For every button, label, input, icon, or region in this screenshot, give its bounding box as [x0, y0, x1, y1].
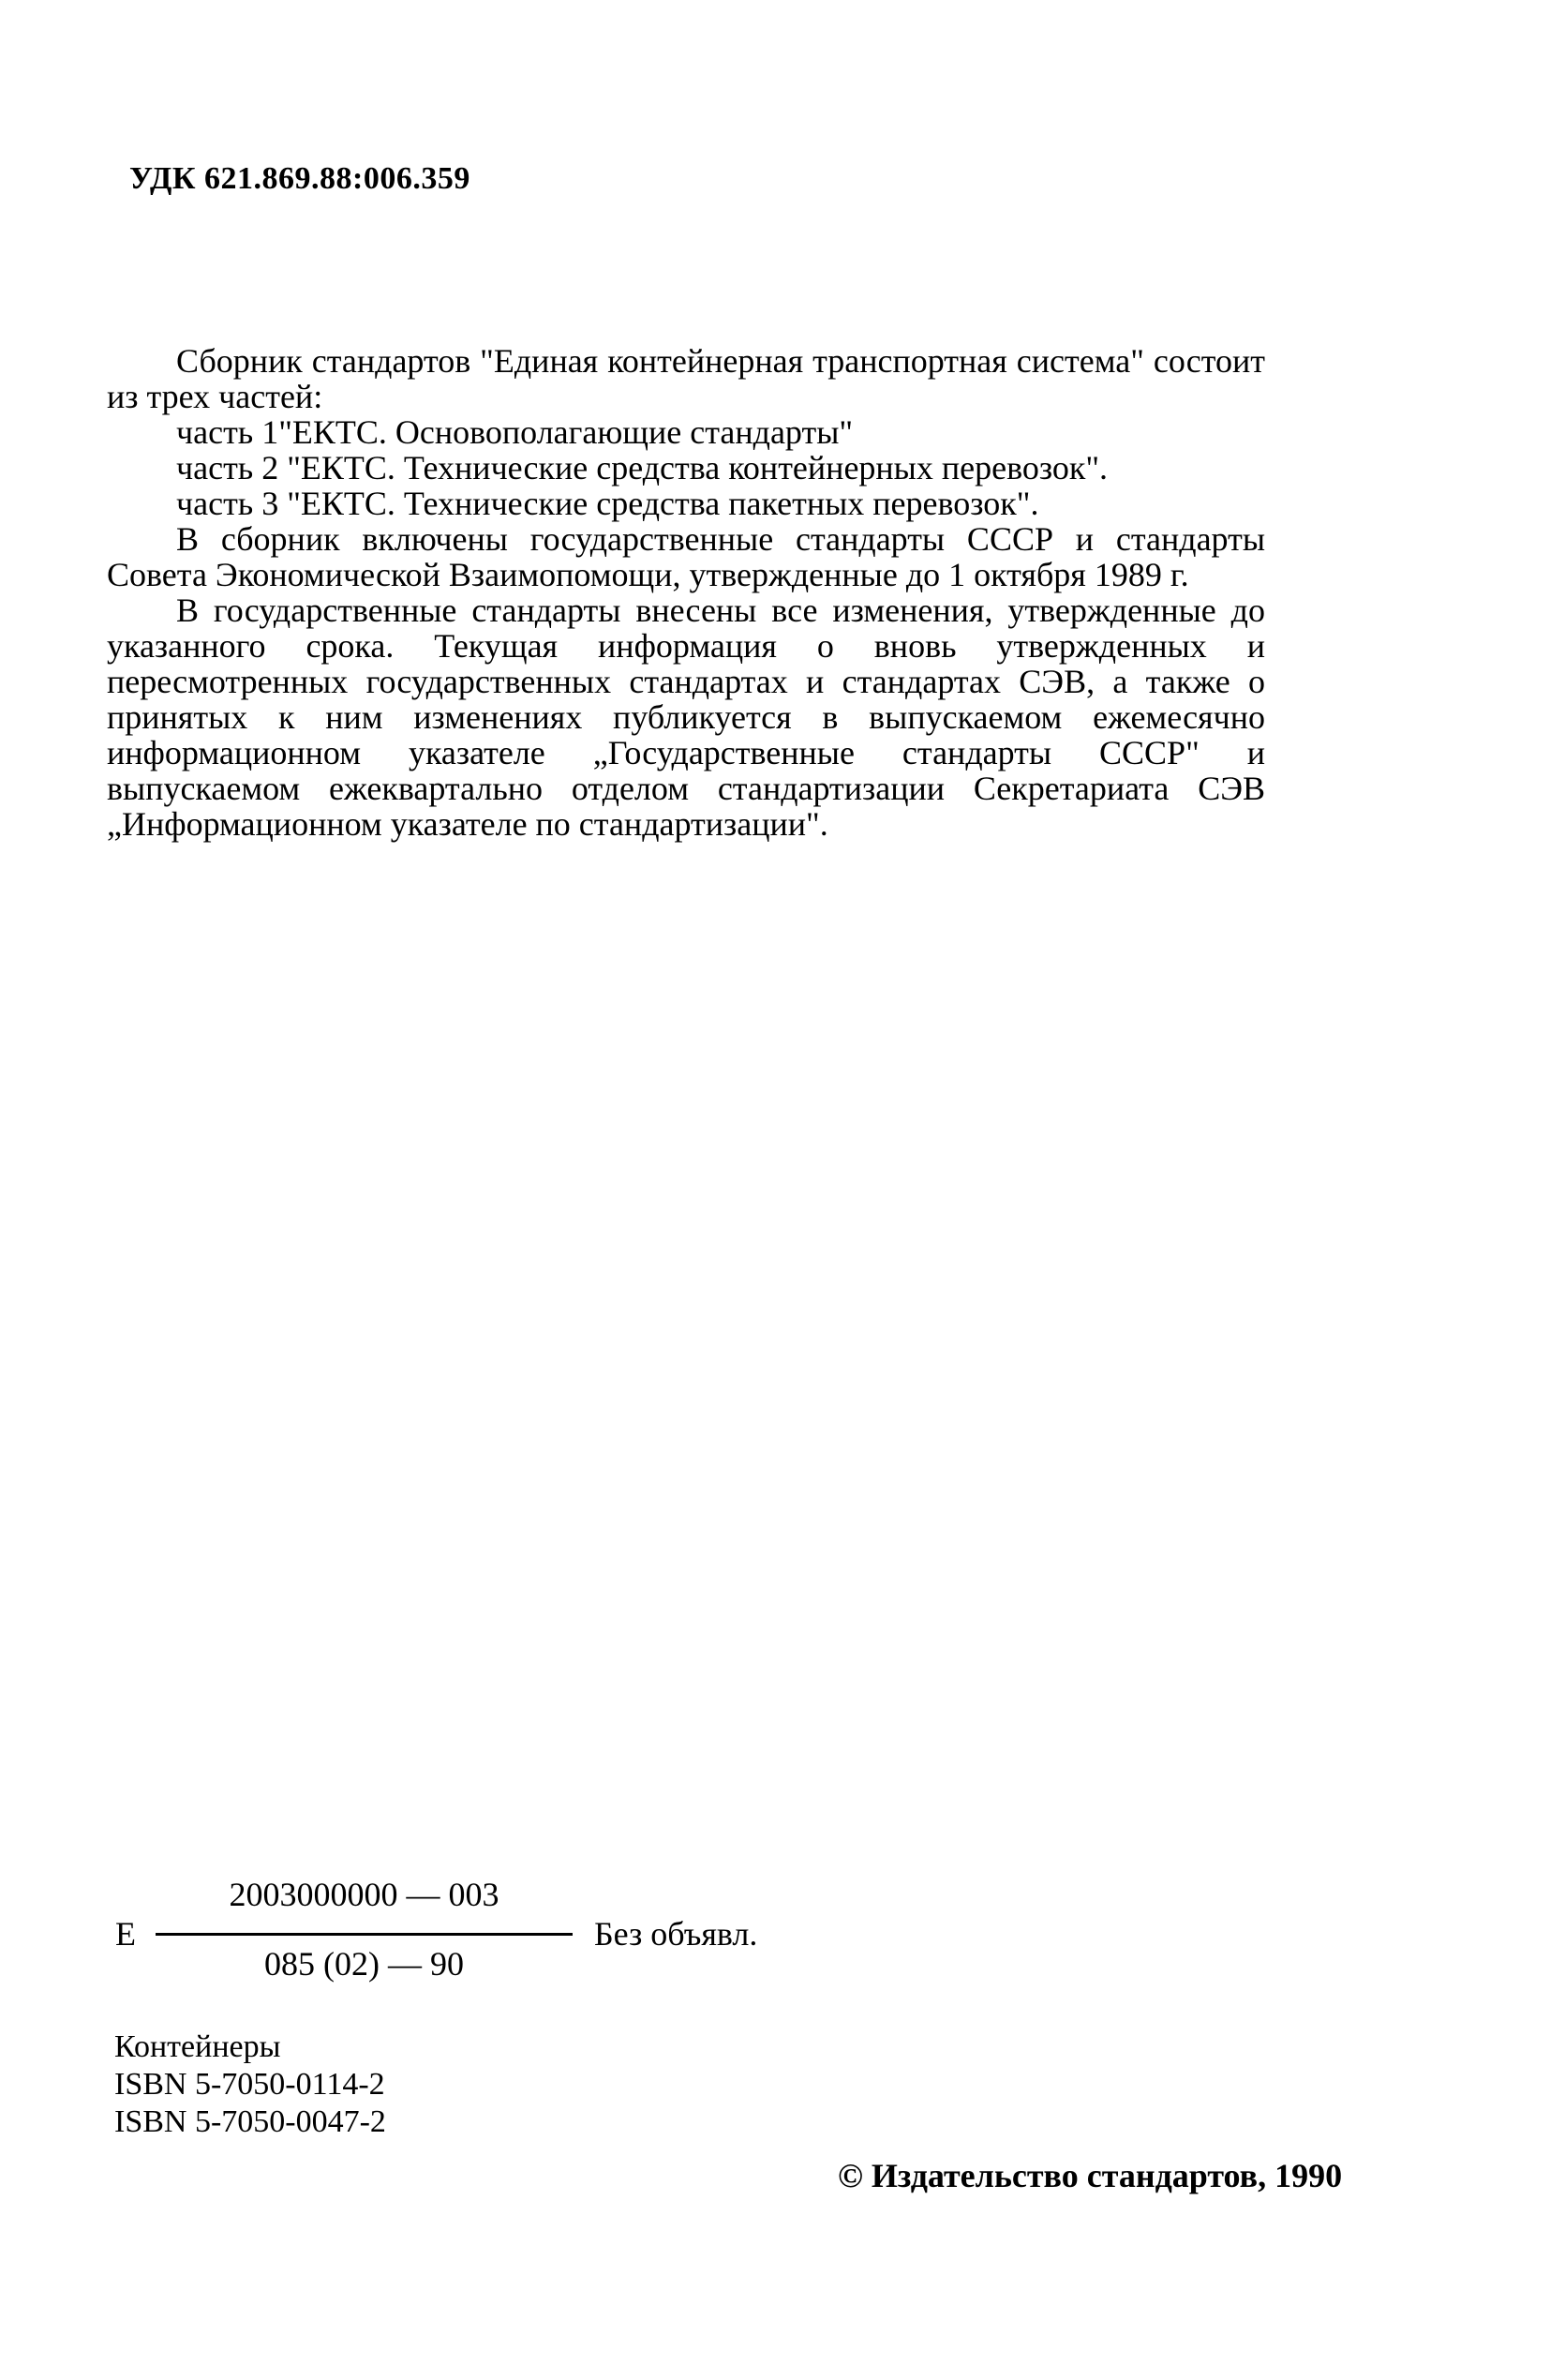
paragraph-part-1: часть 1"ЕКТС. Основополагающие стандарты"	[176, 413, 854, 451]
fraction-line	[156, 1933, 573, 1936]
paragraph-included-standards: В сборник включены государственные стандарты СССР и стандарты Совета Экономической Взаимопомощи, утвержденные до 1 октября 1989 г.	[107, 520, 1265, 593]
paragraph-collection-intro: Сборник стандартов "Единая контейнерная транспортная система" состоит из трех частей:	[107, 342, 1265, 415]
subject-heading: Контейнеры	[114, 2029, 281, 2064]
paragraph-part-2: часть 2 "ЕКТС. Технические средства контейнерных перевозок".	[176, 449, 1109, 486]
copyright-notice: © Издательство стандартов, 1990	[838, 2157, 1343, 2194]
paragraph-changes-info: В государственные стандарты внесены все изменения, утвержденные до указанного срока. Текущая информация о вновь утвержденных и пересмотренных государственных стандартах и стандартах СЭВ, а также о принятых к ним изменениях публикуется в выпускаемом ежемесячно информационном указателе „Государственные стандарты СССР" и выпускаемом ежеквартально отделом стандартизации Секретариата СЭВ „Информационном указателе по стандартизации".	[107, 591, 1265, 843]
udk-code: УДК 621.869.88:006.359	[129, 161, 470, 196]
index-letter: Е	[115, 1915, 136, 1953]
publication-index-code	[111, 1875, 767, 1987]
isbn-line: ISBN 5-7050-0114-2	[114, 2067, 385, 2102]
index-denominator: 085 (02) — 90	[264, 1945, 464, 1983]
index-note: Без объявл.	[594, 1915, 758, 1953]
index-numerator: 2003000000 — 003	[229, 1876, 499, 1913]
intro-text	[107, 342, 1265, 843]
book-identifiers	[114, 2028, 386, 2141]
paragraph-part-3: часть 3 "ЕКТС. Технические средства пакетных перевозок".	[176, 485, 1039, 522]
isbn-line: ISBN 5-7050-0047-2	[114, 2104, 386, 2139]
